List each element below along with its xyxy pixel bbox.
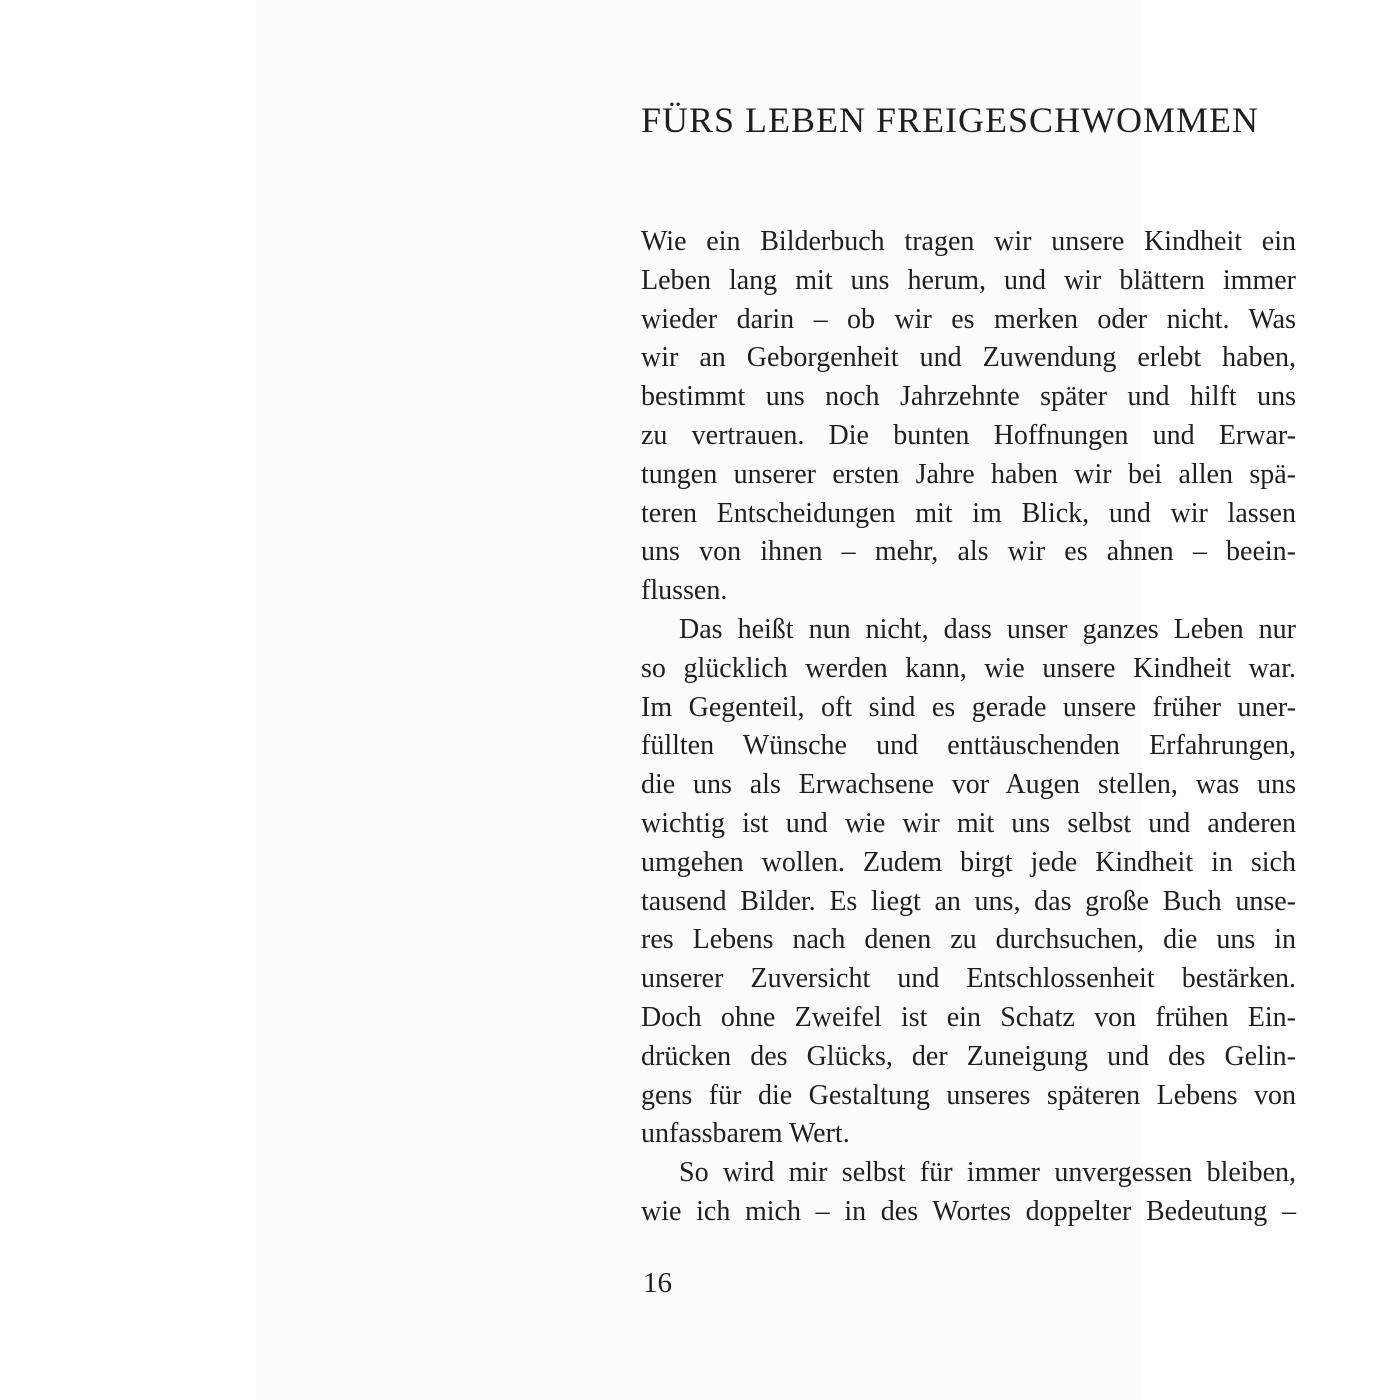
text-line: wir an Geborgenheit und Zuwendung erlebt haben, xyxy=(641,342,1296,374)
text-line: drücken des Glücks, der Zuneigung und des Gelin- xyxy=(641,1040,1296,1072)
text-line: flussen. xyxy=(641,575,728,607)
text-line: die uns als Erwachsene vor Augen stellen, was uns xyxy=(641,769,1296,801)
text-line: unserer Zuversicht und Entschlossenheit bestärken. xyxy=(641,963,1296,995)
text-line: uns von ihnen – mehr, als wir es ahnen – beein- xyxy=(641,536,1296,568)
paragraph xyxy=(641,1154,1296,1232)
text-line: unfassbarem Wert. xyxy=(641,1118,850,1150)
text-line: wichtig ist und wie wir mit uns selbst und anderen xyxy=(641,807,1296,839)
text-line: gens für die Gestaltung unseres späteren Lebens von xyxy=(641,1079,1296,1111)
text-line: wieder darin – ob wir es merken oder nicht. Was xyxy=(641,303,1296,335)
text-line: füllten Wünsche und enttäuschenden Erfahrungen, xyxy=(641,730,1296,762)
text-line: Leben lang mit uns herum, und wir blättern immer xyxy=(641,264,1296,296)
text-line: Im Gegenteil, oft sind es gerade unsere früher uner- xyxy=(641,691,1296,723)
text-line: Doch ohne Zweifel ist ein Schatz von frühen Ein- xyxy=(641,1001,1296,1033)
paragraph xyxy=(641,223,1296,611)
body-text-block xyxy=(641,223,1296,1232)
text-line: Wie ein Bilderbuch tragen wir unsere Kindheit ein xyxy=(641,226,1296,257)
text-line: res Lebens nach denen zu durchsuchen, die uns in xyxy=(641,924,1296,956)
page-background xyxy=(256,0,1296,1400)
text-line: Das heißt nun nicht, dass unser ganzes Leben nur xyxy=(679,613,1296,645)
text-line: umgehen wollen. Zudem birgt jede Kindheit in sich xyxy=(641,846,1296,878)
text-line: tungen unserer ersten Jahre haben wir bei allen spä- xyxy=(641,458,1296,490)
paragraph xyxy=(641,611,1296,1154)
text-line: tausend Bilder. Es liegt an uns, das große Buch unse- xyxy=(641,885,1296,917)
text-line: bestimmt uns noch Jahrzehnte später und hilft uns xyxy=(641,381,1296,413)
text-line: so glücklich werden kann, wie unsere Kindheit war. xyxy=(641,652,1296,684)
text-line: teren Entscheidungen mit im Blick, und wir lassen xyxy=(641,497,1296,529)
text-line: zu vertrauen. Die bunten Hoffnungen und Erwar- xyxy=(641,419,1296,451)
page-number: 16 xyxy=(643,1267,672,1299)
chapter-heading: FÜRS LEBEN FREIGESCHWOMMEN xyxy=(641,100,1260,140)
text-line: So wird mir selbst für immer unvergessen bleiben, xyxy=(679,1157,1296,1189)
text-line: wie ich mich – in des Wortes doppelter Bedeutung – xyxy=(641,1195,1296,1227)
